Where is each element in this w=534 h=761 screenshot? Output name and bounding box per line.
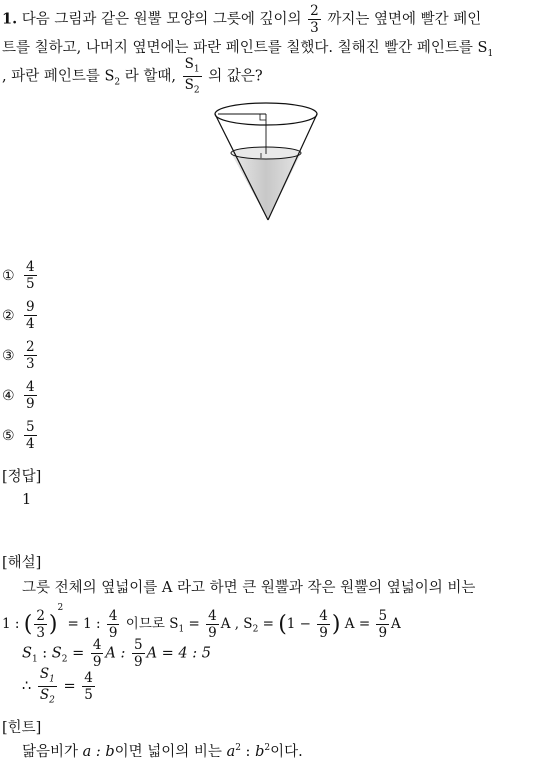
answer-value: 1 [22,492,32,508]
choice-1[interactable]: ① $\frac{4}{5}$ [2,259,35,293]
question-line-3: , 파란 페인트를 $S_2$ 라 할때, $\frac{S_1}{S_2}$ 의 값은? [2,56,263,96]
choice-3[interactable]: ③ $\frac{2}{3}$ [2,339,35,373]
hint-label: [힌트] [2,720,42,736]
question-number: 1. [2,10,18,28]
choice-2[interactable]: ② $\frac{9}{4}$ [2,299,35,333]
ratio-fraction: $\frac{S_1}{S_2}$ [184,56,200,96]
answer-label: [정답] [2,469,42,485]
explanation-line-1: 그릇 전체의 옆넓이를 A 라고 하면 큰 원뿔과 작은 원뿔의 옆넓이의 비는 [22,580,476,596]
explanation-line-2: 1 : ( $\frac{2}{3}$ )$^2$ = 1 : $\frac{4}{9}$ 이므로 $S_1$ = $\frac{4}{9}$ A , $S_2 = (1$ − $\frac{4}{9}$ ) A = $\frac{5}{9}$ A [2,603,401,641]
question-line-1: 1. 다음 그림과 같은 원뿔 모양의 그릇에 깊이의 $\frac{2}{3}$ 까지는 옆면에 빨간 페인 [2,3,482,37]
explanation-line-3: $S_1$ : $S_2$ = $\frac{4}{9}$ A : $\frac{5}{9}$ A = 4 : 5 [22,637,211,671]
depth-fraction: $\frac{2}{3}$ [310,3,319,37]
cone-red-region [231,153,301,220]
explanation-line-4: ∴ $\frac{S_1}{S_2}$ = $\frac{4}{5}$ [22,666,93,706]
explanation-label: [해설] [2,555,42,571]
cone-figure [208,100,330,225]
question-text: 다음 그림과 같은 원뿔 모양의 그릇에 깊이의 [21,11,302,28]
question-line-2: 트를 칠하고, 나머지 옆면에는 파란 페인트를 칠했다. 칠해진 빨간 페인트를 $S_1$ [2,40,494,59]
hint-text: 닮음비가 a : b이면 넓이의 비는 $a^2$ : $b^2$이다. [22,743,303,760]
choice-4[interactable]: ④ $\frac{4}{9}$ [2,379,35,413]
right-angle-mark [260,114,266,120]
choice-5[interactable]: ⑤ $\frac{5}{4}$ [2,419,35,453]
